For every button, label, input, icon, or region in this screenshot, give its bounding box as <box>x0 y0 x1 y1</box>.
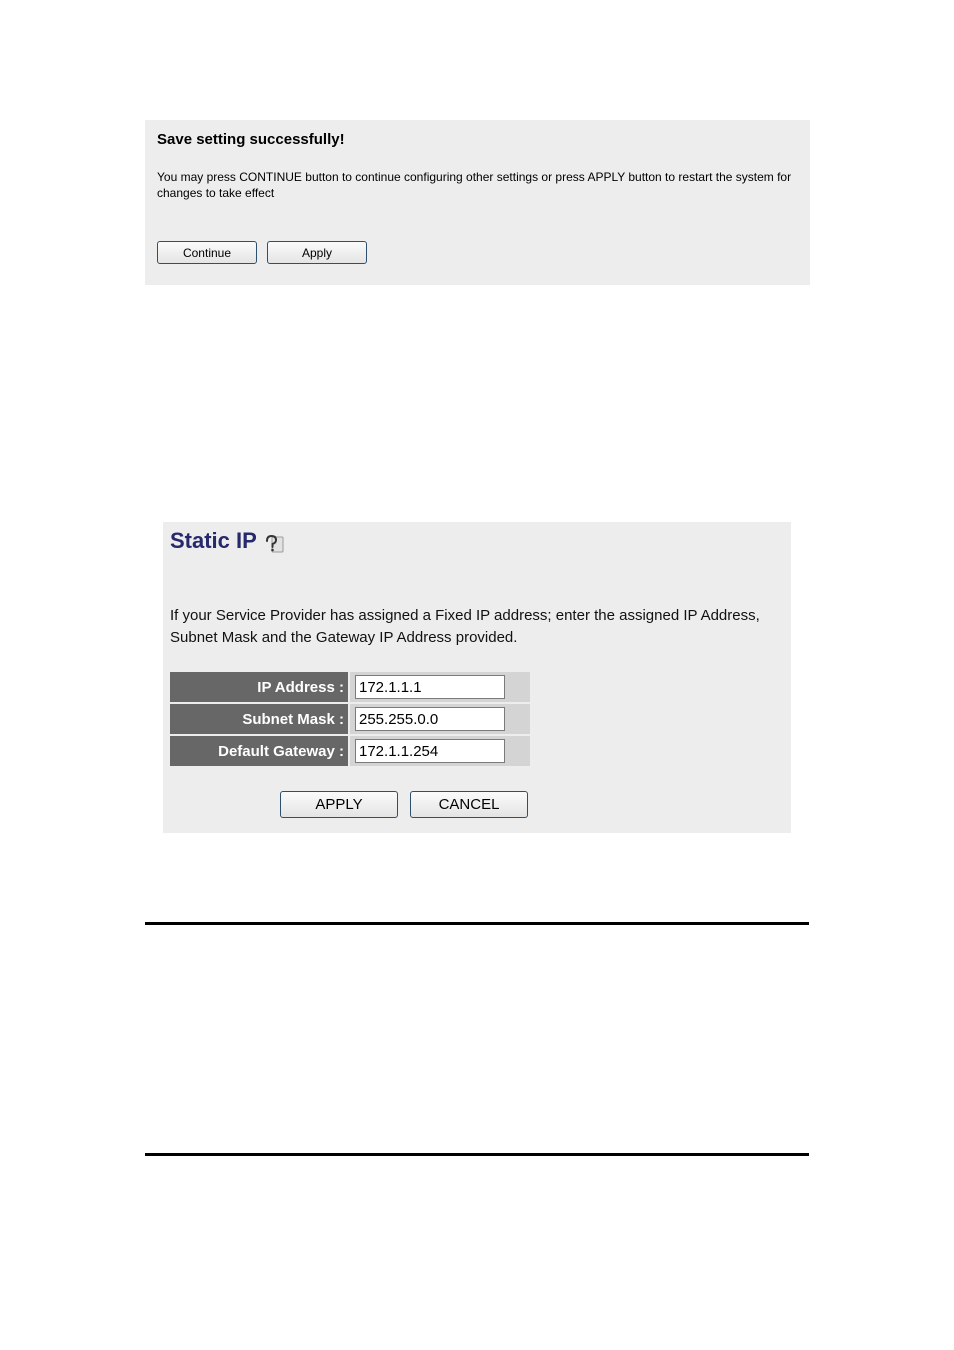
save-title: Save setting successfully! <box>157 131 345 148</box>
default-gateway-label: Default Gateway : <box>170 736 348 766</box>
static-ip-title-text: Static IP <box>170 528 257 553</box>
table-row <box>170 704 530 734</box>
default-gateway-cell <box>348 736 530 766</box>
save-message: You may press CONTINUE button to continue configuring other settings or press APPLY button to restart the system for changes to take effect <box>157 170 792 200</box>
static-ip-description: If your Service Provider has assigned a Fixed IP address; enter the assigned IP Address, Subnet Mask and the Gateway IP Address provided. <box>170 607 760 646</box>
subnet-mask-cell <box>348 704 530 734</box>
help-icon[interactable] <box>263 532 285 554</box>
ip-address-cell <box>348 672 530 702</box>
horizontal-divider <box>145 922 809 925</box>
table-row <box>170 672 530 702</box>
static-ip-title <box>170 528 285 554</box>
ip-address-input[interactable] <box>355 675 505 699</box>
subnet-mask-input[interactable] <box>355 707 505 731</box>
ip-settings-table <box>170 670 530 768</box>
save-settings-panel <box>145 120 810 285</box>
ip-address-label: IP Address : <box>170 672 348 702</box>
continue-button[interactable]: Continue <box>157 241 257 264</box>
horizontal-divider <box>145 1153 809 1156</box>
static-ip-panel <box>163 522 791 833</box>
default-gateway-input[interactable] <box>355 739 505 763</box>
table-row <box>170 736 530 766</box>
apply-button[interactable]: Apply <box>267 241 367 264</box>
static-apply-button[interactable]: APPLY <box>280 791 398 818</box>
save-button-row <box>157 241 367 264</box>
static-ip-button-row <box>280 791 528 818</box>
static-cancel-button[interactable]: CANCEL <box>410 791 528 818</box>
subnet-mask-label: Subnet Mask : <box>170 704 348 734</box>
